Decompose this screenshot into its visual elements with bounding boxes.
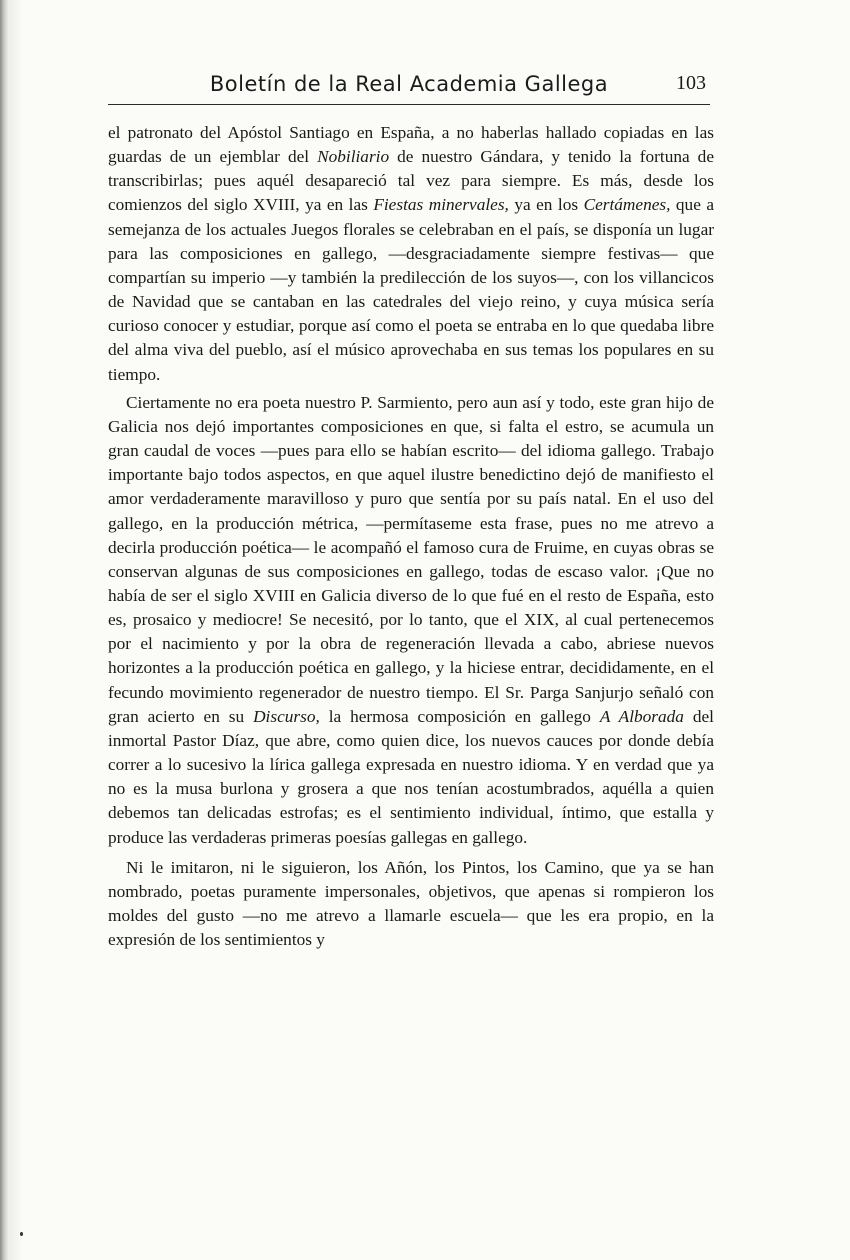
ink-speck	[20, 1232, 23, 1236]
running-header	[108, 72, 710, 102]
page-gutter-shadow	[9, 0, 23, 1260]
italic-title: Certámenes,	[583, 195, 671, 215]
italic-title: Fiestas minervales,	[373, 195, 509, 215]
journal-title: Boletín de la Real Academia Gallega	[209, 72, 609, 96]
italic-title: Discurso,	[253, 706, 320, 726]
page-number: 103	[676, 72, 706, 94]
paragraph-3: Ni le imitaron, ni le siguieron, los Añón, los Pintos, los Camino, que ya se han nombrado, poetas puramente impersonales, objetivos, que apenas si rompieron los moldes del gusto —no me atrevo a llamarle escuela— que les era propio, en la expresión de los sentimientos y	[108, 857, 714, 950]
roman-numeral: XIX	[523, 610, 555, 630]
italic-title: A Alborada	[599, 706, 684, 726]
paragraph-1: el patronato del Apóstol Santiago en España, a no haberlas hallado copiadas en las guardas de un ejemblar del Nobiliario de nuestro Gándara, y tenido la fortuna de transcribirlas; pues aquél desapareció tal vez para siempre. Es más, desde los comienzos del siglo XVIII, ya en las Fiestas minervales, ya en los Certámenes, que a semejanza de los actuales Juegos florales se celebraban en el país, se disponía un lugar para las composiciones en gallego, —desgraciadamente siempre festivas— que compartían su imperio —y también la predilección de los suyos—, con los villancicos de Navidad que se cantaban en las catedrales del viejo reino, y cuya música sería curioso conocer y estudiar, porque así como el poeta se entraba en lo que quedaba libre del alma viva del pueblo, así el músico aprovechaba en sus temas los populares en su tiempo.	[108, 123, 715, 384]
roman-numeral: XVIII	[252, 585, 295, 605]
roman-numeral: XVIII	[253, 195, 296, 215]
body-text	[108, 121, 714, 952]
paragraph-2: Ciertamente no era poeta nuestro P. Sarmiento, pero aun así y todo, este gran hijo de Galicia nos dejó importantes composiciones en que, si falta el estro, se acumula un gran caudal de voces —pues para ello se habían escrito— del idioma gallego. Trabajo importante bajo todos aspectos, en que aquel ilustre benedictino dejó de manifiesto el amor verdaderamente maravilloso y puro que sentía por su país natal. En el uso del gallego, en la producción métrica, —permítaseme esta frase, pues no me atrevo a decirla producción poética— le acompañó el famoso cura de Fruime, en cuyas obras se conservan algunas de sus composiciones en gallego, todas de escaso valor. ¡Que no había de ser el siglo XVIII en Galicia diverso de lo que fué en el resto de España, esto es, prosaico y mediocre! Se necesitó, por lo tanto, que el XIX, al cual pertenecemos por el nacimiento y por la obra de regeneración llevada a cabo, abriese nuevos horizontes a la producción poética en gallego, y la hiciese entrar, decididamente, en el fecundo movimiento regenerador de nuestro tiempo. El Sr. Parga Sanjurjo señaló con gran acierto en su Discurso, la hermosa composición en gallego A Alborada del inmortal Pastor Díaz, que abre, como quien dice, los nuevos cauces por donde debía correr a lo sucesivo la lírica gallega expresada en nuestro idioma. Y en verdad que ya no es la musa burlona y grosera a que nos tenían acostumbrados, aquélla a quien debemos tan delicadas estrofas; es el sentimiento individual, íntimo, que estalla y produce las verdaderas primeras poesías gallegas en gallego.	[108, 392, 714, 847]
italic-title: Nobiliario	[317, 147, 390, 167]
page-edge-shadow	[0, 0, 9, 1260]
header-rule	[108, 104, 710, 105]
